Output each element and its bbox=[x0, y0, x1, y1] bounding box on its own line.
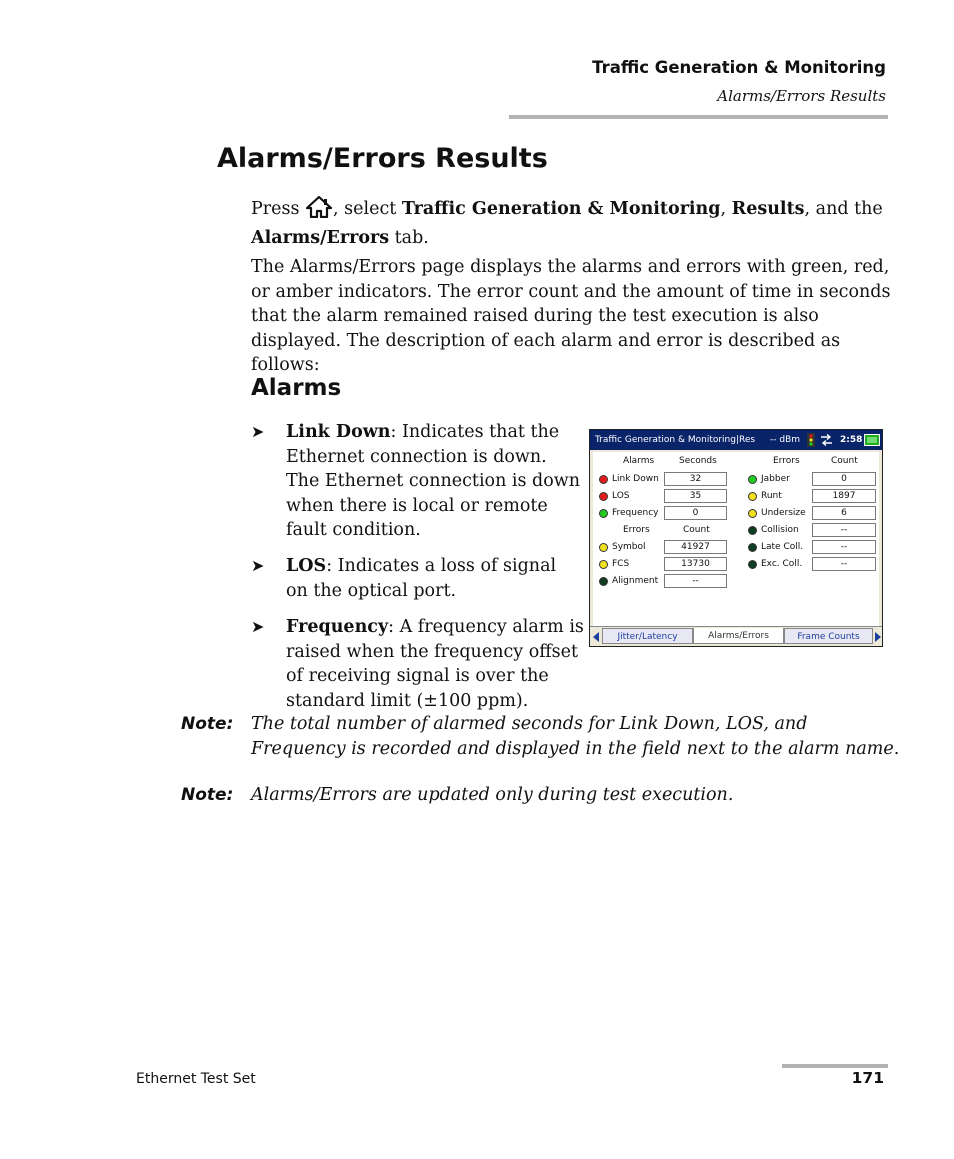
column-header: Alarms bbox=[623, 456, 655, 466]
header-rule bbox=[509, 115, 888, 119]
running-header-subtitle: Alarms/Errors Results bbox=[717, 87, 886, 105]
alarm-led-red bbox=[599, 475, 608, 484]
intro-text: tab. bbox=[389, 227, 429, 248]
alarm-value: 35 bbox=[664, 489, 727, 503]
intro-text: , bbox=[720, 199, 732, 219]
error-value: -- bbox=[812, 540, 876, 554]
column-header: Count bbox=[683, 525, 710, 535]
error-led-off bbox=[748, 560, 757, 569]
error-label: Runt bbox=[761, 491, 782, 501]
scroll-right-icon[interactable] bbox=[875, 632, 881, 642]
transfer-arrows-icon bbox=[820, 434, 833, 454]
bullet-text: : A frequency alarm is raised when the frequency offset of receiving signal is over the standard limit (±100 ppm). bbox=[286, 617, 584, 711]
tab-frame-counts[interactable]: Frame Counts bbox=[784, 628, 873, 644]
note-text: Alarms/Errors are updated only during test execution. bbox=[251, 785, 734, 805]
footer-doc-title: Ethernet Test Set bbox=[136, 1071, 256, 1087]
device-screenshot bbox=[589, 429, 883, 647]
column-header: Errors bbox=[773, 456, 800, 466]
error-led-yellow bbox=[748, 509, 757, 518]
alarm-label: LOS bbox=[612, 491, 630, 501]
error-value: -- bbox=[812, 523, 876, 537]
column-header: Count bbox=[831, 456, 858, 466]
device-results-panel bbox=[593, 452, 879, 626]
bullet-term: LOS bbox=[286, 556, 327, 576]
error-label: Collision bbox=[761, 525, 799, 535]
clock: 2:58 bbox=[840, 435, 863, 445]
error-value: 0 bbox=[812, 472, 876, 486]
error-label: Undersize bbox=[761, 508, 806, 518]
note-label: Note: bbox=[181, 785, 234, 805]
home-icon bbox=[306, 196, 332, 226]
error-label: Exc. Coll. bbox=[761, 559, 803, 569]
footer-rule bbox=[782, 1064, 888, 1068]
menu-term: Traffic Generation & Monitoring bbox=[401, 199, 721, 219]
intro-text: , select bbox=[333, 199, 402, 219]
column-header: Seconds bbox=[679, 456, 717, 466]
device-title: Traffic Generation & Monitoring|Res bbox=[595, 435, 756, 445]
error-label: Symbol bbox=[612, 542, 646, 552]
intro-text: , and the bbox=[804, 199, 883, 219]
battery-icon bbox=[864, 434, 880, 454]
note-text: The total number of alarmed seconds for Link Down, LOS, and Frequency is recorded and displayed in the field next to the alarm name. bbox=[251, 714, 900, 759]
arrow-bullet-icon: ➤ bbox=[251, 422, 265, 441]
alarm-value: 32 bbox=[664, 472, 727, 486]
error-led-off bbox=[599, 577, 608, 586]
arrow-bullet-icon: ➤ bbox=[251, 556, 265, 575]
alarm-label: Frequency bbox=[612, 508, 659, 518]
error-led-off bbox=[748, 526, 757, 535]
menu-term: Results bbox=[731, 199, 805, 219]
column-header: Errors bbox=[623, 525, 650, 535]
error-led-off bbox=[748, 543, 757, 552]
running-header-title: Traffic Generation & Monitoring bbox=[592, 58, 886, 77]
error-value: 41927 bbox=[664, 540, 727, 554]
bullet-term: Link Down bbox=[286, 422, 391, 442]
error-label: Late Coll. bbox=[761, 542, 804, 552]
error-led-yellow bbox=[599, 560, 608, 569]
bullet-item bbox=[251, 420, 581, 543]
page-title: Alarms/Errors Results bbox=[217, 143, 548, 174]
error-value: -- bbox=[812, 557, 876, 571]
tab-alarms-errors[interactable]: Alarms/Errors bbox=[693, 628, 784, 644]
note-label: Note: bbox=[181, 714, 234, 734]
error-value: 13730 bbox=[664, 557, 727, 571]
arrow-bullet-icon: ➤ bbox=[251, 617, 265, 636]
alarm-led-green bbox=[599, 509, 608, 518]
note bbox=[181, 783, 901, 808]
error-led-yellow bbox=[599, 543, 608, 552]
device-title-bar bbox=[590, 430, 882, 450]
tab-jitter-latency[interactable]: Jitter/Latency bbox=[602, 628, 693, 644]
alarm-label: Link Down bbox=[612, 474, 659, 484]
intro-paragraph bbox=[251, 196, 891, 250]
scroll-left-icon[interactable] bbox=[593, 632, 599, 642]
error-led-green bbox=[748, 475, 757, 484]
error-value: -- bbox=[664, 574, 727, 588]
section-heading: Alarms bbox=[251, 375, 342, 401]
power-readout: -- dBm bbox=[770, 435, 801, 445]
bullet-item bbox=[251, 554, 581, 603]
error-value: 1897 bbox=[812, 489, 876, 503]
bullet-text: : Indicates that the Ethernet connection is down. The Ethernet connection is down when there is local or remote fault condition. bbox=[286, 422, 581, 540]
error-led-yellow bbox=[748, 492, 757, 501]
error-value: 6 bbox=[812, 506, 876, 520]
error-label: Alignment bbox=[612, 576, 659, 586]
alarm-value: 0 bbox=[664, 506, 727, 520]
error-label: FCS bbox=[612, 559, 630, 569]
alarm-led-red bbox=[599, 492, 608, 501]
bullet-text: : Indicates a loss of signal on the optical port. bbox=[286, 556, 557, 601]
menu-term: Alarms/Errors bbox=[251, 227, 390, 248]
page-number: 171 bbox=[851, 1069, 884, 1087]
description-paragraph: The Alarms/Errors page displays the alarms and errors with green, red, or amber indicators. The error count and the amount of time in seconds that the alarm remained raised during the test execution is also displayed. The description of each alarm and error is described as follows: bbox=[251, 257, 891, 375]
bullet-term: Frequency bbox=[286, 617, 389, 637]
device-tab-bar bbox=[590, 626, 882, 646]
error-label: Jabber bbox=[761, 474, 790, 484]
note bbox=[181, 712, 901, 761]
intro-text: Press bbox=[251, 199, 306, 219]
